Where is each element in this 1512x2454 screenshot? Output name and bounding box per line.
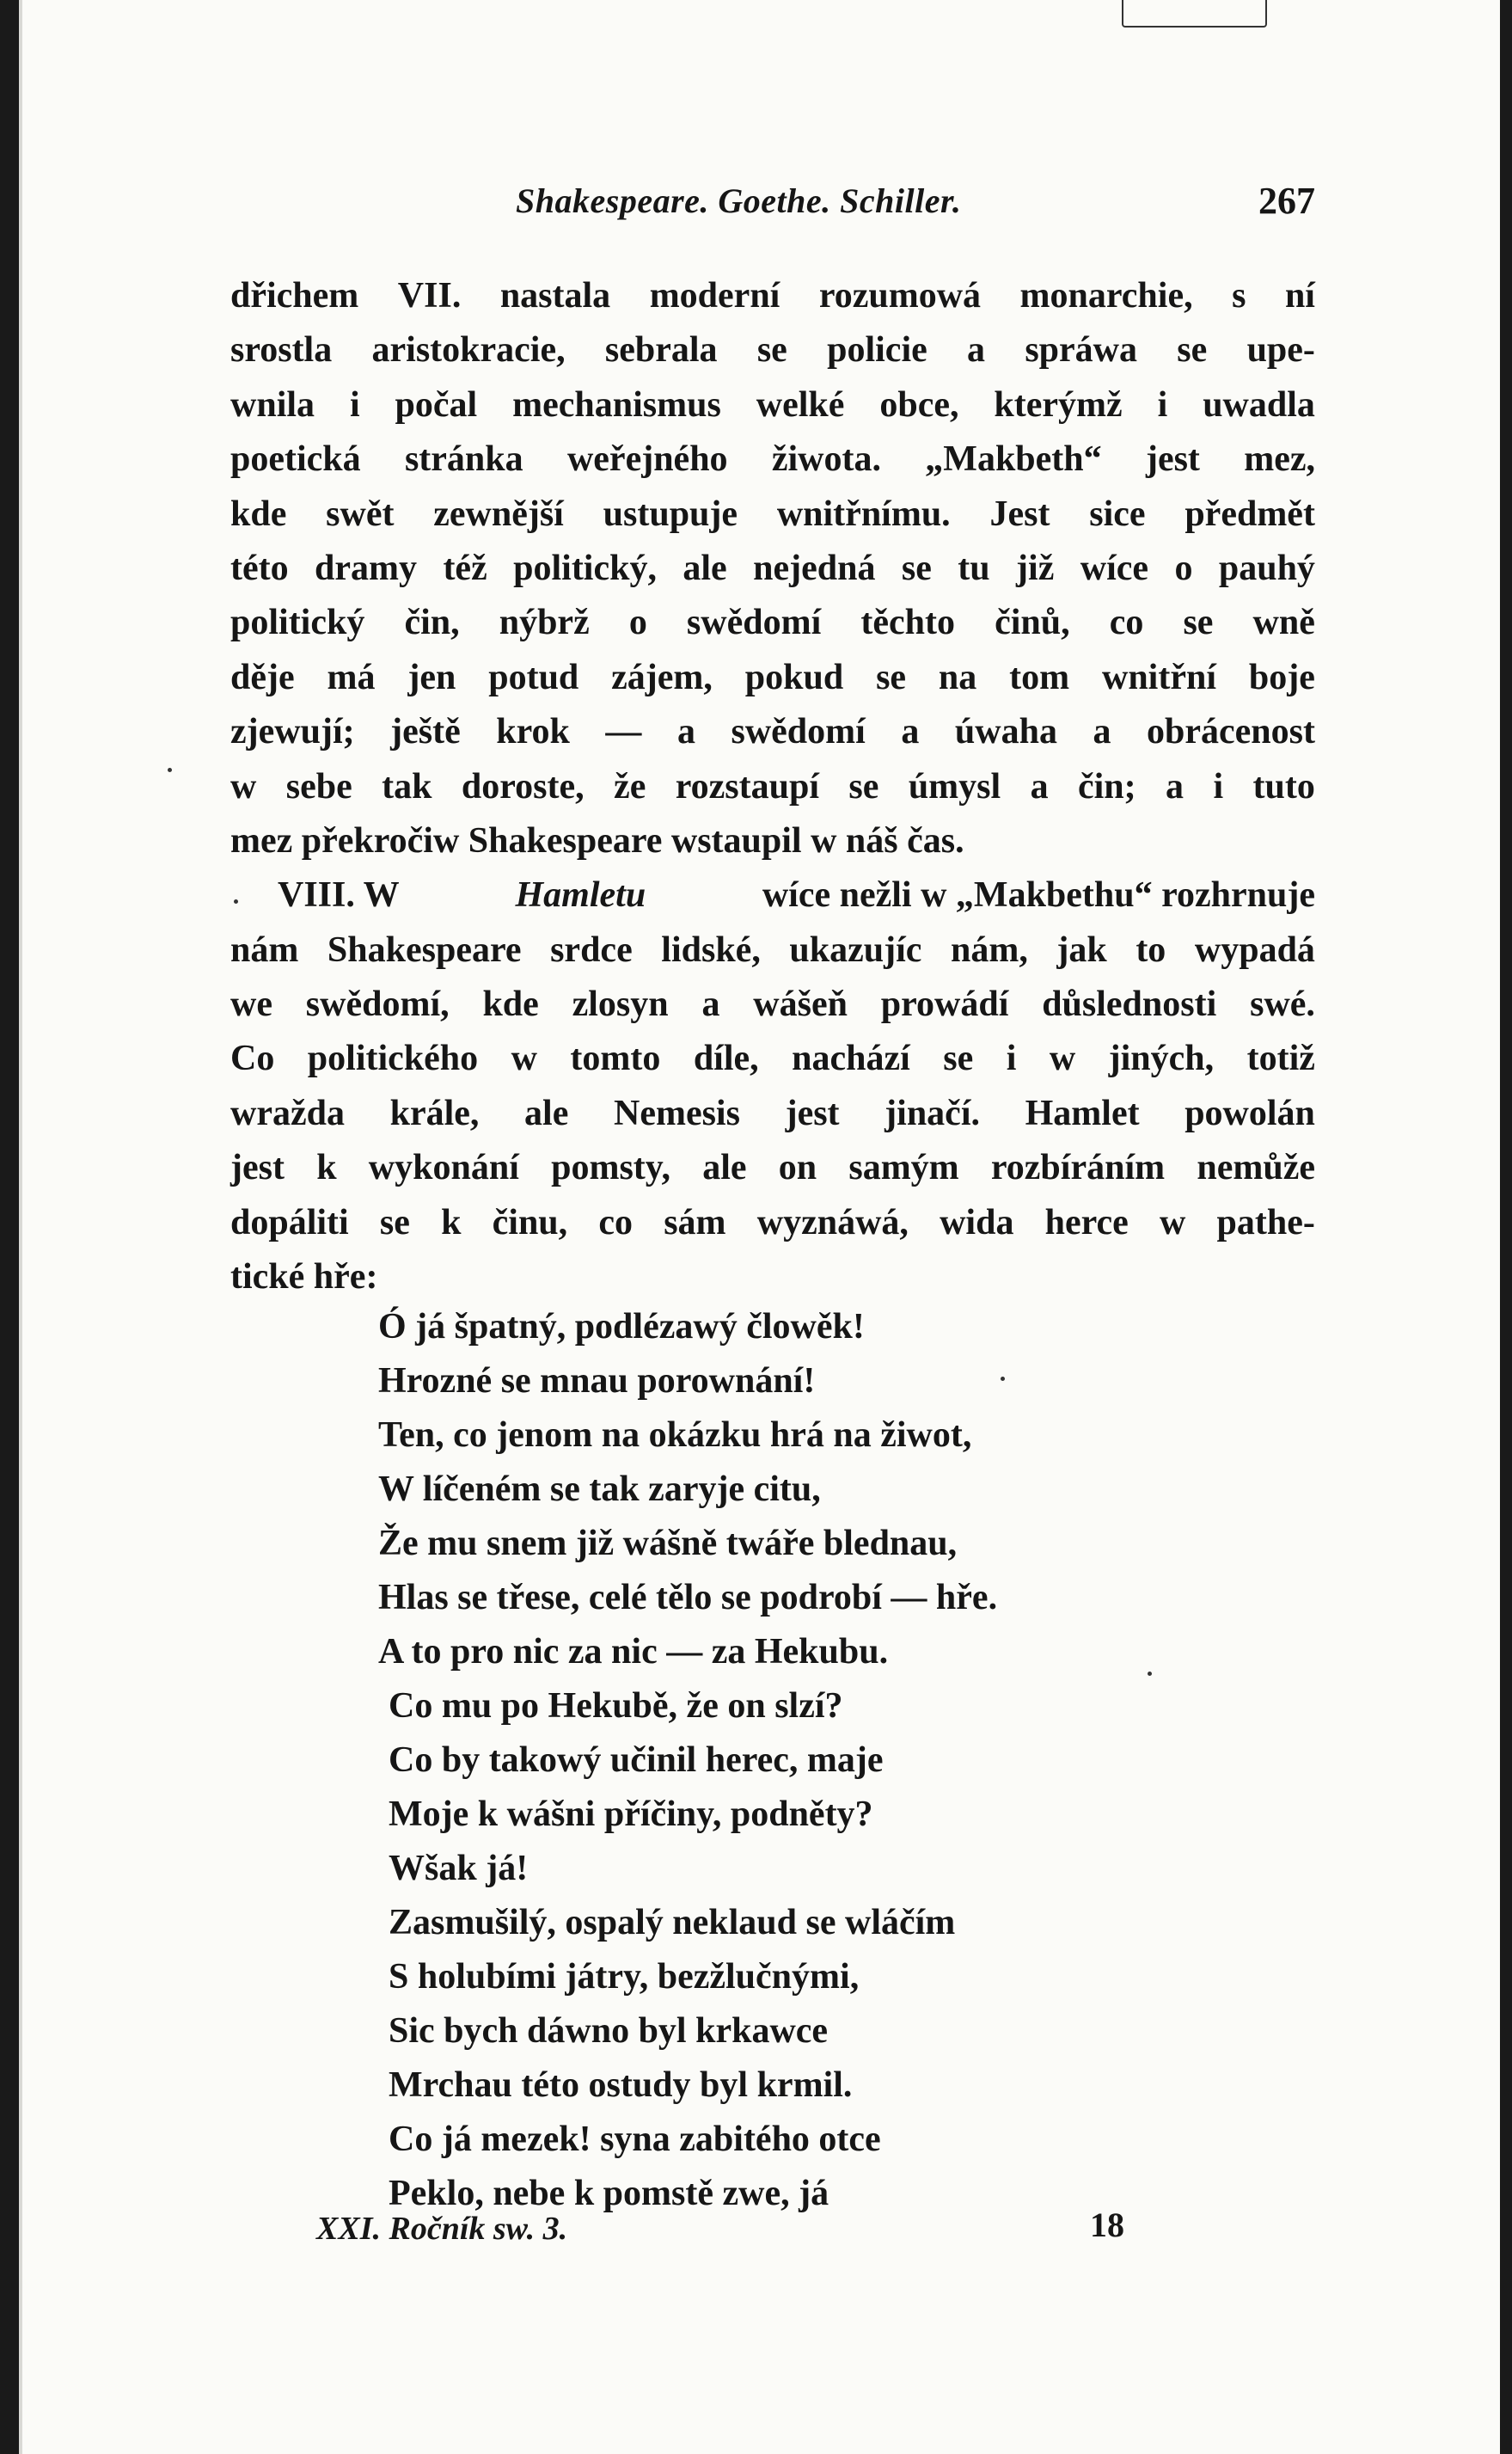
word: zjewují; — [230, 712, 355, 752]
word: Shakespeare — [327, 929, 522, 970]
word: čin, — [404, 603, 460, 643]
word: činu, — [492, 1202, 568, 1242]
word: a — [967, 330, 986, 371]
ink-speck — [1148, 1672, 1152, 1676]
word: tak — [382, 766, 432, 807]
word: powolán — [1185, 1093, 1315, 1133]
word: jiných, — [1108, 1039, 1215, 1079]
word: herce — [1044, 1202, 1129, 1242]
word: i — [1213, 766, 1224, 807]
word: jest — [230, 1148, 285, 1188]
word: má — [327, 657, 376, 697]
text-line — [230, 323, 1315, 377]
word: monarchie, — [1019, 276, 1193, 316]
word: co — [1109, 603, 1144, 643]
word: tomto — [570, 1039, 661, 1079]
word: činů, — [995, 603, 1070, 643]
word: totiž — [1246, 1039, 1315, 1079]
word: tu — [958, 548, 990, 588]
word: samým — [848, 1148, 959, 1188]
word: zewnější — [433, 494, 564, 534]
word: a — [676, 712, 695, 752]
word: sice — [1089, 494, 1146, 534]
word: Jest — [989, 494, 1050, 534]
word: boje — [1248, 657, 1315, 697]
word: se — [756, 330, 787, 371]
word: doroste, — [461, 766, 585, 807]
word: těchto — [860, 603, 955, 643]
word: díle, — [693, 1039, 759, 1079]
word: se — [943, 1039, 974, 1079]
text-line: tické hře: — [230, 1257, 378, 1298]
word: ukazujíc — [789, 929, 922, 970]
word: moderní — [649, 276, 780, 316]
word: této — [230, 548, 289, 588]
word: jest — [1145, 439, 1200, 480]
text-line — [230, 760, 1315, 814]
word: to — [1136, 929, 1166, 970]
word: w — [511, 1039, 537, 1079]
word: a — [1166, 766, 1185, 807]
scan-border-left — [0, 0, 19, 2454]
word: krok — [496, 712, 570, 752]
word: obrácenost — [1147, 712, 1315, 752]
word: se — [901, 548, 932, 588]
word: swědomí — [731, 712, 866, 752]
word: dřichem — [230, 276, 359, 316]
word: politický, — [513, 548, 657, 588]
word: co — [598, 1202, 634, 1242]
running-head: Shakespeare. Goethe. Schiller. — [516, 181, 962, 220]
scan-border-right — [1500, 0, 1512, 2454]
word: úwaha — [954, 712, 1057, 752]
word: pomsty, — [551, 1148, 670, 1188]
verse-line: Ten, co jenom na okázku hrá na žiwot, — [378, 1415, 972, 1455]
printer-signature: XXI. Ročník sw. 3. — [316, 2211, 568, 2247]
word: upe- — [1246, 330, 1315, 371]
word: dopáliti — [230, 1202, 349, 1242]
ink-speck — [168, 768, 172, 772]
word: důslednosti — [1042, 985, 1217, 1025]
verse-line: Moje k wášni příčiny, podněty? — [389, 1794, 873, 1834]
word: rozbíráním — [990, 1148, 1166, 1188]
word: wášeň — [753, 985, 848, 1025]
word: jak — [1056, 929, 1107, 970]
word: swědomí — [686, 603, 822, 643]
word: o — [628, 603, 647, 643]
word: prowádí — [880, 985, 1009, 1025]
page-number: 267 — [1258, 180, 1315, 222]
word: swé. — [1250, 985, 1315, 1025]
word: nejedná — [753, 548, 876, 588]
word: a — [901, 712, 920, 752]
word: rozumowá — [818, 276, 982, 316]
word: kterýmž — [994, 384, 1123, 425]
word: se — [1183, 603, 1214, 643]
word: spráwa — [1025, 330, 1138, 371]
word: kde — [482, 985, 539, 1025]
work-title: Hamletu — [515, 875, 646, 916]
text-line — [230, 651, 1315, 705]
word: o — [1174, 548, 1193, 588]
word: srostla — [230, 330, 333, 371]
page-header — [516, 181, 1315, 232]
word: aristokracie, — [371, 330, 566, 371]
word: nachází — [792, 1039, 910, 1079]
ink-speck — [234, 899, 238, 904]
word: krále, — [389, 1093, 480, 1133]
verse-line: Sic bych dáwno byl krkawce — [389, 2011, 829, 2051]
word: wykonání — [368, 1148, 519, 1188]
word: se — [1177, 330, 1208, 371]
word: potud — [488, 657, 579, 697]
text-line — [230, 1032, 1315, 1086]
word: jen — [407, 657, 456, 697]
verse-line: Co mu po Hekubě, že on slzí? — [389, 1686, 843, 1726]
word: zlosyn — [572, 985, 669, 1025]
word: zájem, — [611, 657, 713, 697]
word: k — [441, 1202, 462, 1242]
word: se — [848, 766, 879, 807]
word: Nemesis — [613, 1093, 740, 1133]
word: pathe- — [1216, 1202, 1315, 1242]
word: kde — [230, 494, 287, 534]
word: na — [938, 657, 977, 697]
word: dramy — [315, 548, 418, 588]
word: wíce — [1080, 548, 1149, 588]
word: uwadla — [1203, 384, 1315, 425]
word: nemůže — [1197, 1148, 1315, 1188]
section-numeral: VIII. W — [278, 875, 408, 916]
word: pokud — [744, 657, 844, 697]
word: úmysl — [908, 766, 1001, 807]
verse-line: Zasmušilý, ospalý neklaud se wláčím — [389, 1903, 956, 1942]
word: wnila — [230, 384, 315, 425]
word: wražda — [230, 1093, 345, 1133]
word: policie — [827, 330, 927, 371]
verse-line: S holubími játry, bezžlučnými, — [389, 1957, 860, 1997]
text-line — [230, 542, 1315, 596]
word: se — [876, 657, 907, 697]
word: wyznáwá, — [756, 1202, 909, 1242]
word: w — [1049, 1039, 1076, 1079]
word: sebe — [285, 766, 352, 807]
word: sám — [664, 1202, 726, 1242]
word: nám — [230, 929, 299, 970]
word: a — [701, 985, 720, 1025]
word: wnitřní — [1101, 657, 1216, 697]
word: wypadá — [1194, 929, 1315, 970]
verse-line: Co já mezek! syna zabitého otce — [389, 2120, 881, 2159]
word: swět — [326, 494, 395, 534]
word: „Makbeth“ — [925, 439, 1102, 480]
word: — — [605, 712, 642, 752]
verse-line: Hrozné se mnau porownání! — [378, 1361, 816, 1401]
text-line — [230, 269, 1315, 323]
word: i — [1157, 384, 1168, 425]
word: ale — [702, 1148, 747, 1188]
verse-line: W líčeném se tak zaryje citu, — [378, 1469, 821, 1509]
word: wně — [1252, 603, 1315, 643]
word: jinačí. — [885, 1093, 980, 1133]
word: žiwota. — [771, 439, 881, 480]
word: nýbrž — [499, 603, 590, 643]
word: tuto — [1252, 766, 1315, 807]
word: s — [1232, 276, 1246, 316]
word: w — [230, 766, 257, 807]
word: tom — [1009, 657, 1070, 697]
word: se — [379, 1202, 410, 1242]
verse-quotation — [378, 1300, 1238, 2221]
verse-line: Ó já špatný, podlézawý člowěk! — [378, 1307, 865, 1347]
text-line — [230, 705, 1315, 759]
word: ale — [524, 1093, 569, 1133]
word: jest — [785, 1093, 840, 1133]
scan-top-mark — [1122, 0, 1267, 28]
word: VII. — [397, 276, 462, 316]
word: srdce — [550, 929, 633, 970]
word: ustupuje — [603, 494, 738, 534]
word: we — [230, 985, 272, 1025]
verse-line: Co by takowý učinil herec, maje — [389, 1740, 884, 1780]
word: lidské, — [661, 929, 761, 970]
word: počal — [395, 384, 478, 425]
word: politického — [307, 1039, 479, 1079]
word: ještě — [390, 712, 461, 752]
word: poetická — [230, 439, 361, 480]
section-opening-line — [230, 868, 1315, 923]
text-line — [230, 488, 1315, 542]
word: a — [1030, 766, 1049, 807]
word: mechanismus — [512, 384, 721, 425]
verse-line: Že mu snem již wášně twáře blednau, — [378, 1524, 958, 1563]
word: čin; — [1077, 766, 1136, 807]
page-edge — [19, 0, 22, 2454]
word: již — [1016, 548, 1055, 588]
text-line — [230, 1196, 1315, 1250]
text-line — [230, 978, 1315, 1032]
word: obce, — [879, 384, 959, 425]
text-line — [230, 1141, 1315, 1195]
word: ale — [683, 548, 727, 588]
text-line — [230, 433, 1315, 487]
word: mez, — [1244, 439, 1315, 480]
text-line — [230, 1087, 1315, 1141]
word: děje — [230, 657, 295, 697]
word: rozstaupí — [675, 766, 819, 807]
word: též — [443, 548, 487, 588]
word: wida — [940, 1202, 1014, 1242]
word: Hamlet — [1025, 1093, 1140, 1133]
text-line: mez překročiw Shakespeare wstaupil w náš čas. — [230, 820, 964, 861]
word: wnitřnímu. — [776, 494, 951, 534]
word: politický — [230, 603, 365, 643]
verse-line: Hlas se třese, celé tělo se podrobí — hře. — [378, 1578, 998, 1617]
sheet-number: 18 — [1090, 2206, 1124, 2244]
page-footer — [316, 2206, 1133, 2261]
word: nastala — [499, 276, 611, 316]
word: w — [1160, 1202, 1186, 1242]
word: weřejného — [566, 439, 728, 480]
text-line — [230, 596, 1315, 650]
word: k — [316, 1148, 337, 1188]
ink-speck — [1001, 1377, 1005, 1381]
word: i — [1006, 1039, 1017, 1079]
word: sebrala — [604, 330, 718, 371]
word: stránka — [404, 439, 523, 480]
body-text — [230, 269, 1315, 1304]
verse-line: Mrchau této ostudy byl krmil. — [389, 2065, 853, 2105]
word: i — [349, 384, 360, 425]
word: on — [778, 1148, 817, 1188]
word: a — [1093, 712, 1111, 752]
verse-line: A to pro nic za nic — za Hekubu. — [378, 1632, 889, 1672]
word: předmět — [1185, 494, 1315, 534]
word: že — [614, 766, 646, 807]
word: pauhý — [1218, 548, 1315, 588]
word: nám, — [950, 929, 1028, 970]
word: swědomí, — [305, 985, 450, 1025]
word: ní — [1284, 276, 1315, 316]
section-line-rest: wíce nežli w „Makbethu“ rozhrnuje — [753, 875, 1315, 916]
text-line — [230, 378, 1315, 433]
verse-line: Wšak já! — [389, 1849, 529, 1888]
verse-line: Peklo, nebe k pomstě zwe, já — [389, 2174, 829, 2213]
word: Co — [230, 1039, 275, 1079]
text-line — [230, 923, 1315, 978]
word: welké — [756, 384, 845, 425]
